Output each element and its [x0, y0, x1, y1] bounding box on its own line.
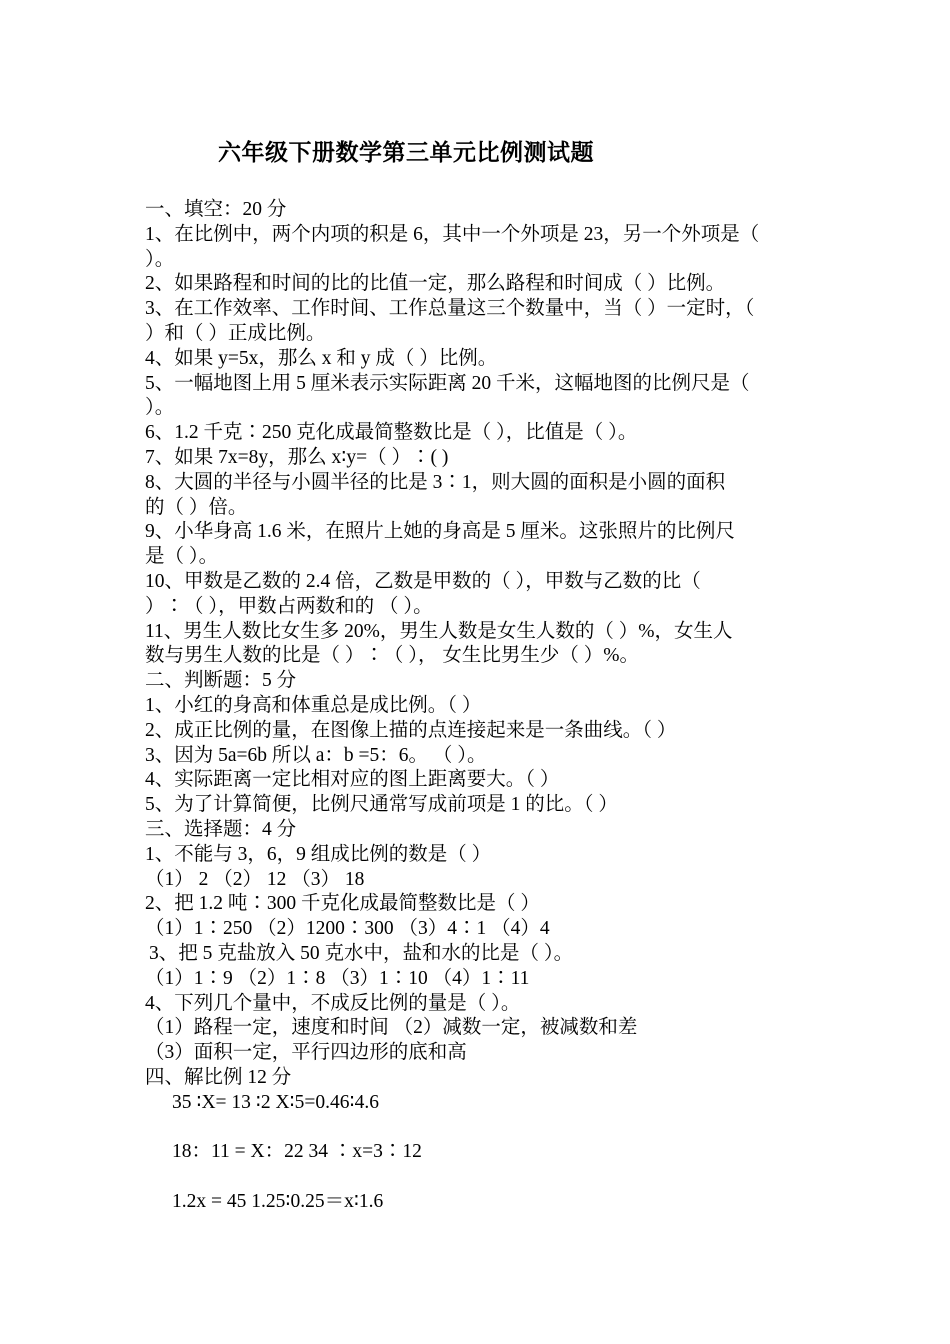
choice-options: （1） 2 （2） 12 （3） 18	[145, 868, 365, 890]
question-line: 4、如果 y=5x，那么 x 和 y 成（ ）比例。	[145, 347, 498, 369]
proportion-equations: 35 ∶X= 13 ∶2 X∶5=0.46∶4.6	[172, 1091, 379, 1113]
question-line: ）∶（ ），甲数占两数和的 （ ）。	[145, 595, 433, 617]
question-line: 10、甲数是乙数的 2.4 倍，乙数是甲数的（ ），甲数与乙数的比（	[145, 570, 701, 592]
question-line: 3、在工作效率、工作时间、工作总量这三个数量中，当（ ）一定时，（	[145, 298, 755, 320]
question-line: ）。	[145, 248, 175, 270]
question-line: 5、一幅地图上用 5 厘米表示实际距离 20 千米，这幅地图的比例尺是（	[145, 372, 750, 394]
question-line: 9、小华身高 1.6 米，在照片上她的身高是 5 厘米。这张照片的比例尺	[145, 521, 735, 543]
question-line: 6、1.2 千克∶250 克化成最简整数比是（ ），比值是（ ）。	[145, 422, 638, 444]
question-line: ）。	[145, 397, 175, 419]
document-title: 六年级下册数学第三单元比例测试题	[218, 140, 594, 165]
question-line: 1、在比例中，两个内项的积是 6，其中一个外项是 23，另一个外项是（	[145, 223, 760, 245]
choice-options: （1）1∶250 （2）1200∶300 （3）4∶1 （4）4	[145, 918, 550, 940]
question-line: 4、下列几个量中，不成反比例的量是（ ）。	[145, 992, 521, 1014]
question-line: 数与男生人数的比是（ ）∶（ ）， 女生比男生少（ ）%。	[145, 645, 639, 667]
question-line: 1、小红的身高和体重总是成比例。（ ）	[145, 694, 482, 716]
question-line: 3、因为 5a=6b 所以 a：b =5：6。 （ ）。	[145, 744, 487, 766]
question-line: 2、成正比例的量，在图像上描的点连接起来是一条曲线。（ ）	[145, 719, 677, 741]
choice-options: （1）1∶9 （2）1∶8 （3）1∶10 （4）1∶11	[145, 967, 530, 989]
proportion-equations: 1.2x = 45 1.25∶0.25＝x∶1.6	[172, 1191, 384, 1213]
question-line: 4、实际距离一定比相对应的图上距离要大。（ ）	[145, 769, 560, 791]
blank-space	[145, 1115, 810, 1140]
question-line: 1、不能与 3，6，9 组成比例的数是（ ）	[145, 843, 492, 865]
section-heading-fill-blank: 一、填空：20 分	[145, 199, 287, 220]
blank-space	[145, 1165, 810, 1190]
choice-options: （3）面积一定，平行四边形的底和高	[145, 1042, 467, 1064]
section-heading-solve-proportion: 四、解比例 12 分	[145, 1066, 292, 1088]
question-line: ）和（ ）正成比例。	[145, 322, 326, 344]
question-line: 8、大圆的半径与小圆半径的比是 3∶1，则大圆的面积是小圆的面积	[145, 471, 726, 493]
choice-options: （1）路程一定，速度和时间 （2）减数一定，被减数和差	[145, 1017, 638, 1039]
question-line: 2、把 1.2 吨∶300 千克化成最简整数比是（ ）	[145, 893, 540, 915]
question-line: 2、如果路程和时间的比的比值一定，那么路程和时间成（ ）比例。	[145, 273, 726, 295]
proportion-equations: 18：11 = X：22 34 ∶x=3∶12	[172, 1141, 422, 1163]
question-line: 7、如果 7x=8y，那么 x∶y=（ ）∶( )	[145, 446, 449, 468]
question-line: 的（ ）倍。	[145, 496, 248, 518]
question-line: 3、把 5 克盐放入 50 克水中，盐和水的比是（ ）。	[149, 942, 574, 964]
document-body	[145, 198, 810, 1215]
question-line: 是（ ）。	[145, 546, 219, 568]
section-heading-true-false: 二、判断题：5 分	[145, 670, 297, 692]
question-line: 5、为了计算简便，比例尺通常写成前项是 1 的比。（ ）	[145, 794, 618, 816]
section-heading-multiple-choice: 三、选择题：4 分	[145, 818, 297, 840]
question-line: 11、男生人数比女生多 20%，男生人数是女生人数的（ ）%，女生人	[145, 620, 733, 642]
